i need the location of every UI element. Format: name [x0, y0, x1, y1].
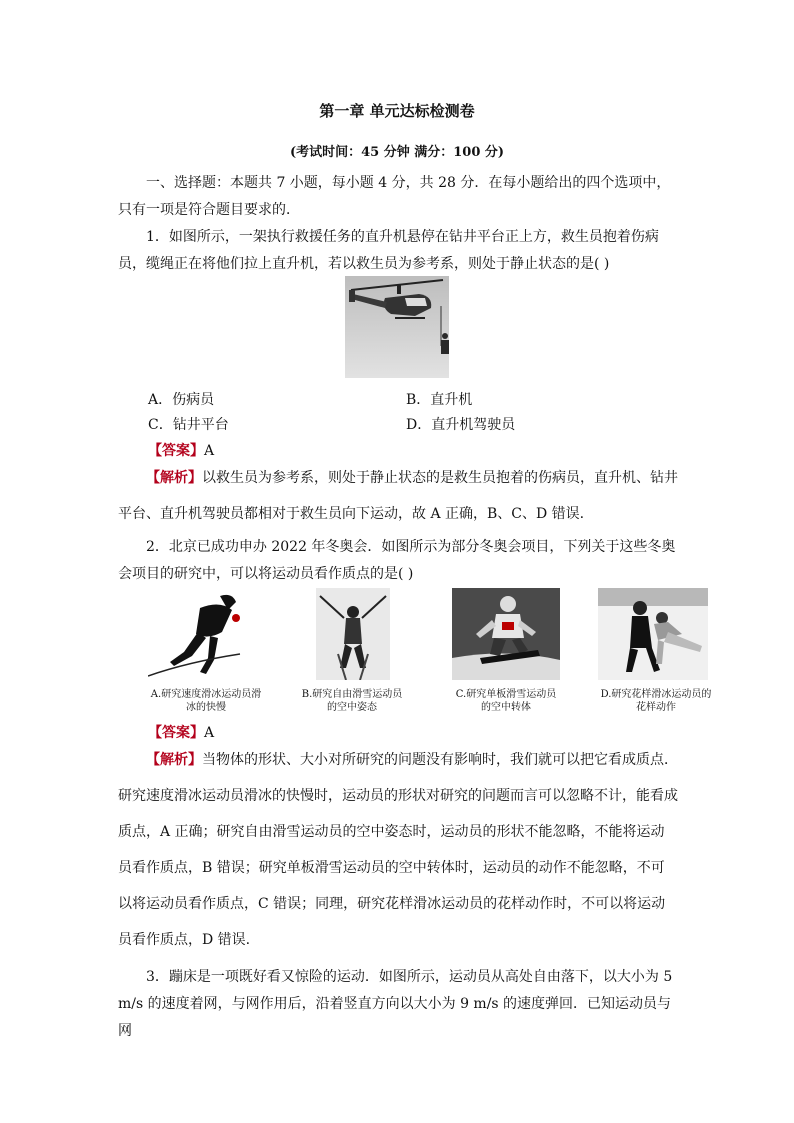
- freestyle-skiing-photo: [316, 588, 390, 680]
- helicopter-photo: [345, 276, 449, 378]
- exam-info: (考试时间：45 分钟 满分：100 分): [289, 145, 505, 160]
- explanation-text: 当物体的形状、大小对所研究的问题没有影响时，我们就可以把它看成质点．研究速度滑冰运动员滑冰的快慢时，运动员的形状对研究的问题而言可以忽略不计，能看成质点，A 正确；研究自由滑雪运动员的空中姿态时，运动员的形状不能忽略，不能将运动员看作质点，B 错误；研究单板滑雪运动员的空中转体时，运动员的动作不能忽略，不可以将运动员看作质点，C 错误；同理，研究花样滑冰运动员的花样动作时，不可以将运动员看作质点，D 错误.: [118, 752, 678, 948]
- page-title: 第一章 单元达标检测卷: [319, 102, 475, 120]
- q1-explanation: [118, 460, 678, 532]
- q1-option-a: A．伤病员: [148, 392, 215, 408]
- answer-tag: 【答案】: [148, 443, 204, 459]
- figure-skating-photo: [598, 588, 708, 680]
- explanation-text: 以救生员为参考系，则处于静止状态的是救生员抱着的伤病员，直升机、钻井平台、直升机驾驶员都相对于救生员向下运动，故 A 正确，B、C、D 错误.: [118, 470, 678, 522]
- figure-caption-c: C.研究单板滑雪运动员的空中转体: [455, 689, 557, 713]
- section-heading: 一、选择题：本题共 7 小题，每小题 4 分，共 28 分．在每小题给出的四个选项中，只有一项是符合题目要求的．: [118, 175, 671, 218]
- q1-option-b: B．直升机: [406, 392, 473, 408]
- figure-caption-d: D.研究花样滑冰运动员的花样动作: [600, 689, 712, 713]
- figure-caption-a: A.研究速度滑冰运动员滑冰的快慢: [150, 689, 262, 713]
- answer-value: A: [204, 725, 215, 741]
- question-2-stem: 2．北京已成功申办 2022 年冬奥会．如图所示为部分冬奥会项目，下列关于这些冬奥会项目的研究中，可以将运动员看作质点的是( ): [118, 539, 676, 582]
- q2-answer: [148, 722, 214, 742]
- snowboard-photo: [452, 588, 560, 680]
- figure-caption-b: B.研究自由滑雪运动员的空中姿态: [301, 689, 403, 713]
- question-1-stem: 1．如图所示，一架执行救援任务的直升机悬停在钻井平台正上方，救生员抱着伤病员，缆绳正在将他们拉上直升机，若以救生员为参考系，则处于静止状态的是( ): [118, 229, 659, 272]
- speed-skating-figure: [148, 588, 264, 680]
- question-3-stem: 3．蹦床是一项既好看又惊险的运动．如图所示，运动员从高处自由落下，以大小为 5 m/s 的速度着网，与网作用后，沿着竖直方向以大小为 9 m/s 的速度弹回．已知运动员与网: [118, 969, 673, 1039]
- explanation-tag: 【解析】: [146, 470, 202, 486]
- explanation-tag: 【解析】: [146, 752, 202, 768]
- answer-value: A: [204, 443, 215, 459]
- q1-answer: [148, 440, 214, 460]
- q1-option-d: D．直升机驾驶员: [406, 417, 516, 433]
- q2-explanation: [118, 742, 678, 958]
- answer-tag: 【答案】: [148, 725, 204, 741]
- q1-option-c: C．钻井平台: [148, 417, 229, 433]
